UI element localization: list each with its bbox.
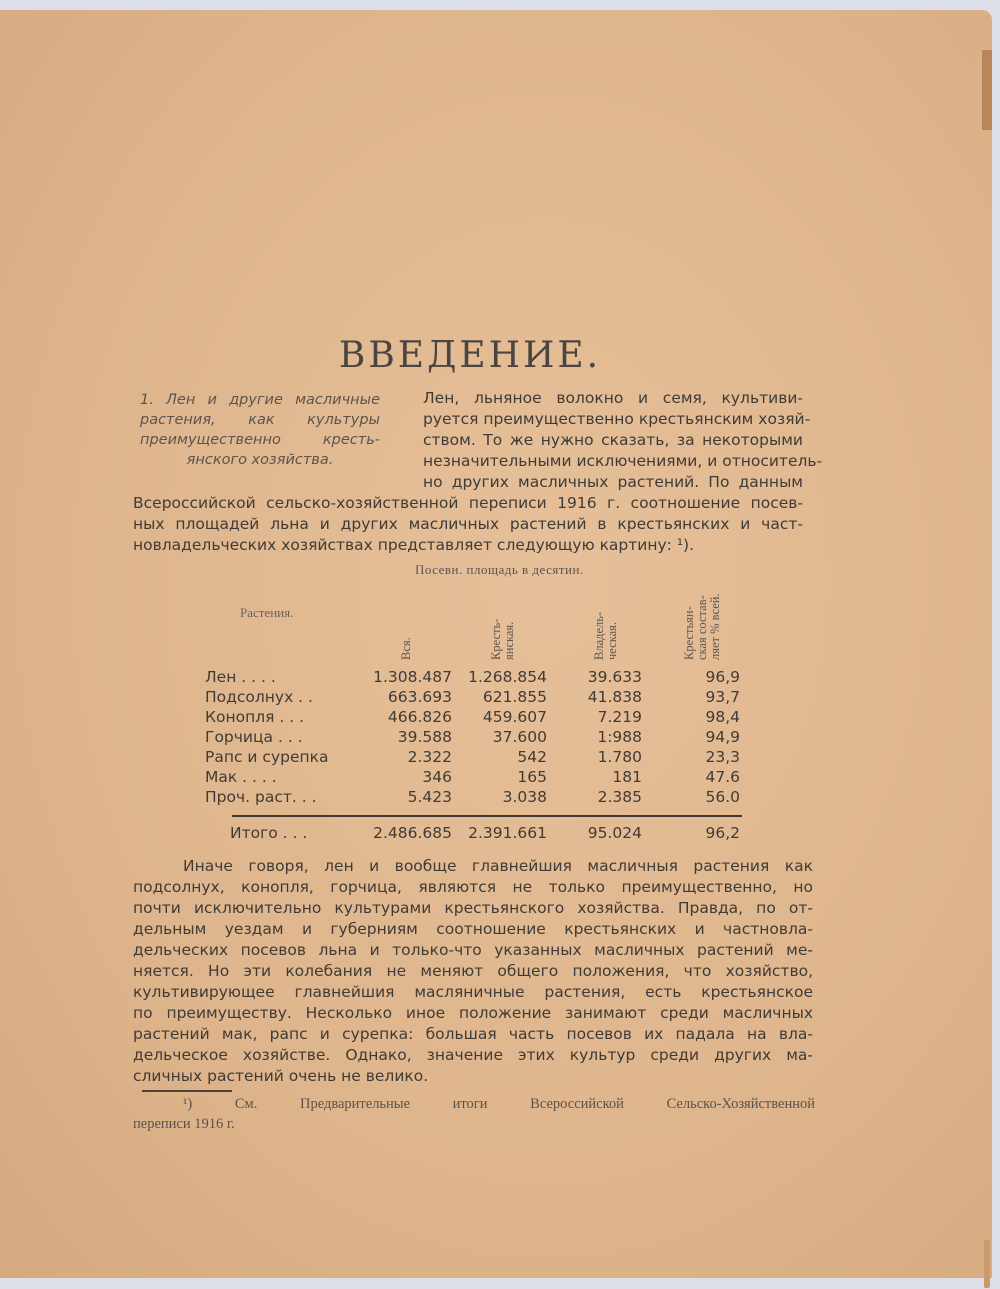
cell-share: 96,9 <box>705 668 740 686</box>
cell-all: 39.588 <box>397 728 452 746</box>
header-line: Крестьян- <box>682 606 696 660</box>
cell-owner: 39.633 <box>587 668 642 686</box>
cell-total-share: 96,2 <box>705 824 740 842</box>
table-caption: Посевн. площадь в десятин. <box>415 562 584 577</box>
margin-note-line: преимущественно кресть- <box>140 432 380 448</box>
table-row <box>200 668 760 688</box>
cell-share: 93,7 <box>705 688 740 706</box>
sown-area-table <box>200 560 760 850</box>
text-line: Всероссийской сельско-хозяйственной переписи 1916 г. соотношение посев- <box>133 494 803 512</box>
cell-share: 98,4 <box>705 708 740 726</box>
table-row <box>200 728 760 748</box>
cell-owner: 7.219 <box>597 708 642 726</box>
margin-note-line: 1. Лен и другие масличные <box>140 392 380 408</box>
column-header-peasant <box>490 619 516 660</box>
text-line: дельным уездам и губерниям соотношение крестьянских и частновла- <box>133 920 813 938</box>
cell-peasant: 542 <box>517 748 547 766</box>
cell-peasant: 165 <box>517 768 547 786</box>
cell-peasant: 1.268.854 <box>468 668 547 686</box>
header-line: ская состав- <box>695 595 709 660</box>
intro-paragraph <box>133 388 823 556</box>
cell-plant: Рапс и сурепка <box>205 748 329 766</box>
text-line: но других масличных растений. По данным <box>423 473 803 491</box>
footnote-rule <box>142 1090 232 1092</box>
footnote <box>133 1094 815 1134</box>
text-line: почти исключительно культурами крестьянского хозяйства. Правда, по от- <box>133 899 813 917</box>
header-line: Вся. <box>399 637 413 660</box>
cell-all: 5.423 <box>407 788 452 806</box>
text-line: по преимуществу. Несколько иное положение занимают среди масличных <box>133 1004 813 1022</box>
text-line: дельческое хозяйстве. Однако, значение этих культур среди других ма- <box>133 1046 813 1064</box>
cell-plant: Подсолнух . . <box>205 688 313 706</box>
chapter-title: ВВЕДЕНИЕ. <box>338 335 602 376</box>
cell-total-label: Итого . . . <box>230 824 308 842</box>
cell-all: 2.322 <box>407 748 452 766</box>
header-line: ляет % всей. <box>708 593 722 660</box>
cell-plant: Мак . . . . <box>205 768 277 786</box>
cell-peasant: 459.607 <box>482 708 547 726</box>
text-line: ных площадей льна и других масличных растений в крестьянских и част- <box>133 515 803 533</box>
cell-share: 56.0 <box>705 788 740 806</box>
cell-peasant: 3.038 <box>502 788 547 806</box>
text-line: незначительными исключениями, и относитель- <box>423 452 823 470</box>
cell-owner: 1:988 <box>597 728 642 746</box>
table-row <box>200 708 760 728</box>
text-line: Иначе говоря, лен и вообще главнейшия масличныя растения как <box>183 857 813 875</box>
cell-total-peasant: 2.391.661 <box>468 824 547 842</box>
column-header-owner <box>593 612 619 660</box>
cell-total-owner: 95.024 <box>587 824 642 842</box>
cell-share: 47.6 <box>705 768 740 786</box>
table-total-row <box>200 824 760 844</box>
text-line: дельческих посевов льна и только-что указанных масличных растений ме- <box>133 941 813 959</box>
cell-all: 663.693 <box>387 688 452 706</box>
header-line: Кресть- <box>489 618 503 660</box>
table-row <box>200 748 760 768</box>
header-line: ческая. <box>605 621 619 660</box>
cell-plant: Проч. раст. . . <box>205 788 317 806</box>
text-line: няется. Но эти колебания не меняют общего положения, что хозяйство, <box>133 962 813 980</box>
cell-owner: 41.838 <box>587 688 642 706</box>
text-line: ством. То же нужно сказать, за некоторыми <box>423 431 803 449</box>
book-page <box>0 10 992 1278</box>
table-row <box>200 768 760 788</box>
cell-peasant: 37.600 <box>492 728 547 746</box>
table-total-rule <box>232 815 742 817</box>
footnote-line: ¹) См. Предварительные итоги Всероссийской Сельско-Хозяйственной <box>183 1096 815 1112</box>
body-paragraph <box>133 856 813 1087</box>
column-header-all <box>400 637 413 660</box>
column-header-share <box>683 593 722 660</box>
page-edge-corner <box>984 1240 990 1288</box>
text-line: новладельческих хозяйствах представляет следующую картину: ¹). <box>133 536 695 554</box>
cell-plant: Конопля . . . <box>205 708 305 726</box>
cell-share: 23,3 <box>705 748 740 766</box>
table-row <box>200 688 760 708</box>
cell-all: 1.308.487 <box>373 668 452 686</box>
margin-note-line: растения, как культуры <box>140 412 380 428</box>
text-line: растений мак, рапс и сурепка: большая часть посевов их падала на вла- <box>133 1025 813 1043</box>
text-line: подсолнух, конопля, горчица, являются не только преимущественно, но <box>133 878 813 896</box>
header-line: Владель- <box>592 611 606 660</box>
text-line: руется преимущественно крестьянским хозяй- <box>423 410 811 428</box>
page-edge-tab <box>982 50 992 130</box>
margin-note-line: янского хозяйства. <box>186 452 334 468</box>
header-line: янская. <box>502 621 516 660</box>
table-row <box>200 788 760 808</box>
cell-owner: 181 <box>612 768 642 786</box>
column-header-plants: Растения. <box>240 605 294 620</box>
text-line: культивирующее главнейшия масляничные растения, есть крестьянское <box>133 983 813 1001</box>
text-line: сличных растений очень не велико. <box>133 1067 429 1085</box>
footnote-line: переписи 1916 г. <box>133 1116 235 1132</box>
text-line: Лен, льняное волокно и семя, культиви- <box>423 389 803 407</box>
cell-plant: Горчица . . . <box>205 728 303 746</box>
cell-plant: Лен . . . . <box>205 668 276 686</box>
cell-share: 94,9 <box>705 728 740 746</box>
cell-all: 346 <box>422 768 452 786</box>
cell-peasant: 621.855 <box>482 688 547 706</box>
cell-all: 466.826 <box>387 708 452 726</box>
cell-total-all: 2.486.685 <box>373 824 452 842</box>
cell-owner: 2.385 <box>597 788 642 806</box>
cell-owner: 1.780 <box>597 748 642 766</box>
